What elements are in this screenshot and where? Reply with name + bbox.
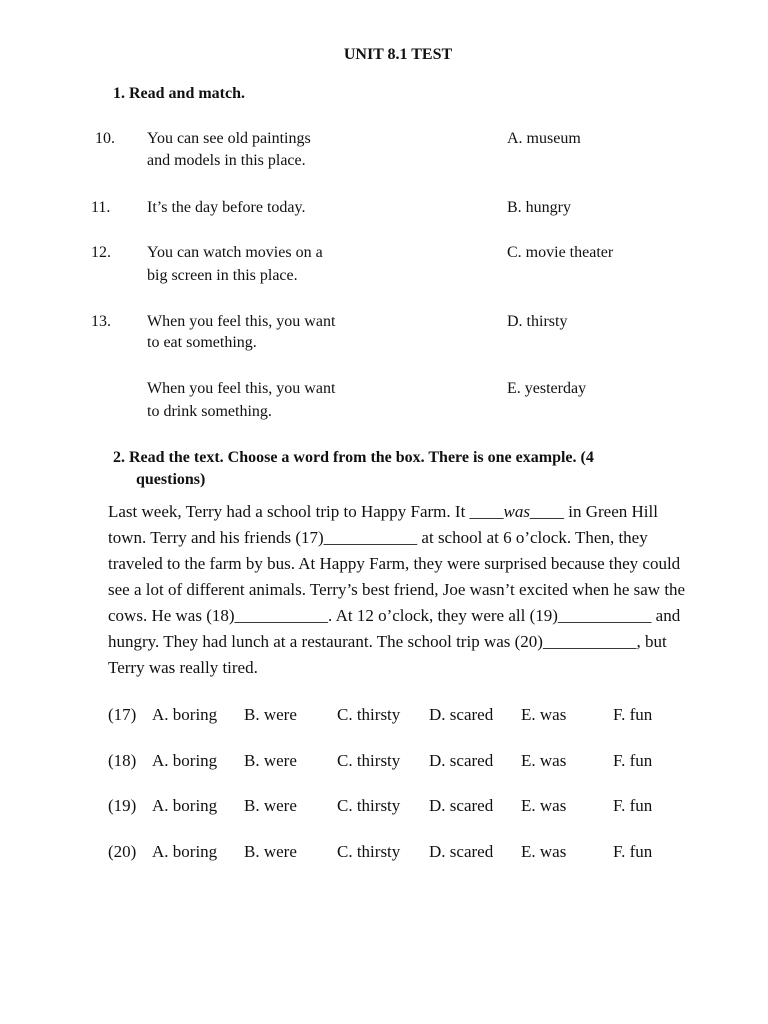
option-f: F. fun: [613, 842, 653, 861]
item-number: 10.: [95, 130, 115, 147]
answer-option: E. yesterday: [507, 380, 587, 397]
option-a: A. boring: [152, 842, 218, 861]
option-b: B. were: [244, 751, 297, 770]
answer-option: A. museum: [507, 130, 581, 147]
option-e: E. was: [521, 705, 567, 724]
question-number: (17): [108, 705, 137, 724]
option-b: B. were: [244, 705, 297, 724]
option-e: E. was: [521, 842, 567, 861]
page-title: UNIT 8.1 TEST: [343, 46, 453, 63]
passage-line: hungry. They had lunch at a restaurant. The school trip was (20)___________, but: [108, 632, 667, 651]
option-f: F. fun: [613, 796, 653, 815]
option-d: D. scared: [429, 796, 494, 815]
option-b: B. were: [244, 842, 297, 861]
question-number: (18): [108, 751, 137, 770]
option-c: C. thirsty: [337, 705, 401, 724]
option-d: D. scared: [429, 842, 494, 861]
item-text-line1: When you feel this, you want: [147, 313, 336, 330]
option-f: F. fun: [613, 705, 653, 724]
item-text-line1: When you feel this, you want: [147, 380, 336, 397]
passage-text: Last week, Terry had a school trip to Happy Farm. It ____: [108, 502, 504, 521]
option-b: B. were: [244, 796, 297, 815]
section2-heading-line2: questions): [136, 471, 206, 488]
answer-option: B. hungry: [507, 199, 571, 216]
option-a: A. boring: [152, 705, 218, 724]
item-text-line1: You can watch movies on a: [147, 244, 323, 261]
option-a: A. boring: [152, 796, 218, 815]
option-d: D. scared: [429, 751, 494, 770]
passage-line: Terry was really tired.: [108, 658, 258, 677]
passage-line: cows. He was (18)___________. At 12 o’clock, they were all (19)___________ and: [108, 606, 681, 625]
item-number: 13.: [91, 313, 111, 330]
item-text-line2: big screen in this place.: [147, 267, 298, 284]
option-c: C. thirsty: [337, 842, 401, 861]
section2-heading-line1: 2. Read the text. Choose a word from the box. There is one example. (4: [113, 449, 594, 466]
option-c: C. thirsty: [337, 796, 401, 815]
passage-line: see a lot of different animals. Terry’s best friend, Joe wasn’t excited when he saw the: [108, 580, 686, 599]
answer-option: C. movie theater: [507, 244, 614, 261]
item-text-line2: to drink something.: [147, 403, 272, 420]
passage-line: town. Terry and his friends (17)___________ at school at 6 o’clock. Then, they: [108, 528, 648, 547]
item-number: 12.: [91, 244, 111, 261]
item-text-line2: to eat something.: [147, 334, 257, 351]
option-a: A. boring: [152, 751, 218, 770]
passage-line: traveled to the farm by bus. At Happy Farm, they were surprised because they could: [108, 554, 681, 573]
item-text-line2: and models in this place.: [147, 152, 306, 169]
question-number: (19): [108, 796, 137, 815]
option-e: E. was: [521, 796, 567, 815]
item-number: 11.: [91, 199, 111, 216]
item-text-line1: You can see old paintings: [147, 130, 311, 147]
example-answer: was: [503, 502, 531, 521]
option-f: F. fun: [613, 751, 653, 770]
item-text-line1: It’s the day before today.: [147, 199, 306, 216]
answer-option: D. thirsty: [507, 313, 568, 330]
option-c: C. thirsty: [337, 751, 401, 770]
passage-line: [108, 499, 658, 525]
option-d: D. scared: [429, 705, 494, 724]
question-number: (20): [108, 842, 137, 861]
option-e: E. was: [521, 751, 567, 770]
section1-heading: 1. Read and match.: [113, 85, 246, 102]
passage-text: ____ in Green Hill: [530, 502, 658, 521]
